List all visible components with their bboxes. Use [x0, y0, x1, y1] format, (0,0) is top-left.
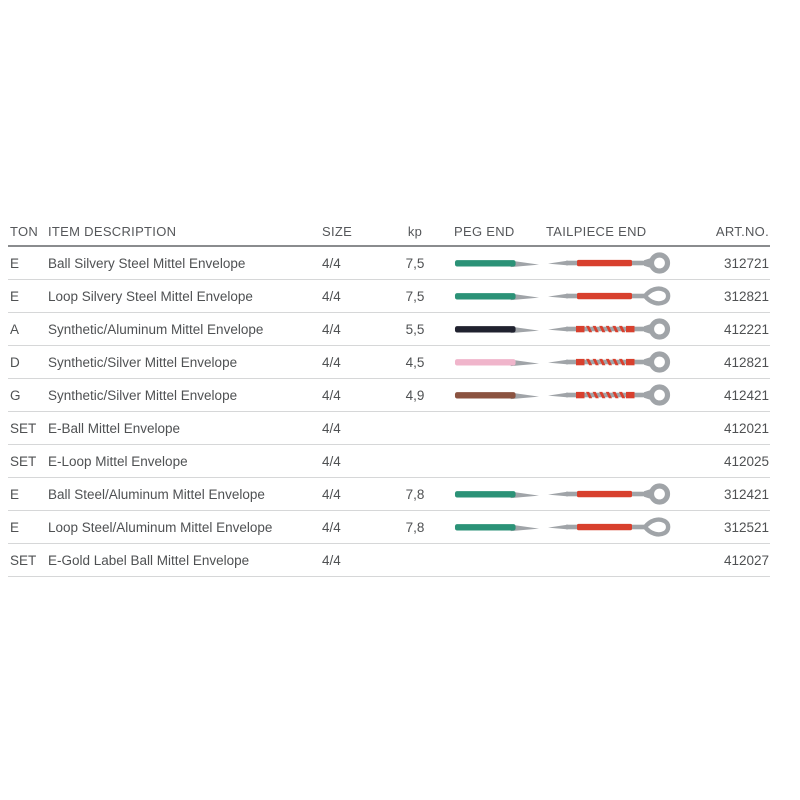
peg-end-icon: [454, 520, 540, 534]
tailpiece-end-cell: [540, 346, 708, 378]
tailpiece-ball-icon: [546, 314, 676, 344]
peg-end-cell: [438, 313, 540, 345]
col-header-peg-end: PEG END: [454, 224, 515, 239]
col-header-ton: TON: [10, 224, 39, 239]
tailpiece-end-cell: [540, 247, 708, 279]
table-row: [8, 478, 770, 511]
art-no-cell: 312421: [723, 486, 769, 502]
item-description-cell: Ball Silvery Steel Mittel Envelope: [48, 255, 246, 271]
size-cell: 4/4: [322, 486, 341, 502]
table-row: [8, 544, 770, 577]
table-row: [8, 511, 770, 544]
peg-end-cell: [438, 544, 540, 576]
table-row: [8, 445, 770, 478]
peg-end-cell: [438, 478, 540, 510]
size-cell: 4/4: [322, 354, 341, 370]
kp-cell: 7,8: [405, 519, 425, 535]
col-header-tailpiece-end: TAILPIECE END: [546, 224, 647, 239]
kp-cell: 7,5: [405, 288, 425, 304]
peg-end-icon: [454, 388, 540, 402]
item-description-cell: Loop Silvery Steel Mittel Envelope: [48, 288, 253, 304]
col-header-art-no: ART.NO.: [715, 224, 769, 239]
item-description-cell: Synthetic/Aluminum Mittel Envelope: [48, 321, 264, 337]
kp-cell: [392, 412, 438, 444]
peg-end-cell: [438, 346, 540, 378]
tailpiece-ball-icon: [546, 380, 676, 410]
ton-cell: D: [10, 354, 20, 370]
ton-cell: E: [10, 255, 20, 271]
size-cell: 4/4: [322, 519, 341, 535]
item-description-cell: E-Loop Mittel Envelope: [48, 453, 188, 469]
item-description-cell: Loop Steel/Aluminum Mittel Envelope: [48, 519, 273, 535]
tailpiece-ball-icon: [546, 248, 676, 278]
peg-end-cell: [438, 247, 540, 279]
kp-cell: [392, 445, 438, 477]
size-cell: 4/4: [322, 552, 341, 568]
kp-cell: [392, 544, 438, 576]
item-description-cell: E-Ball Mittel Envelope: [48, 420, 181, 436]
art-no-cell: 412221: [723, 321, 769, 337]
peg-end-cell: [438, 280, 540, 312]
table-row: [8, 346, 770, 379]
art-no-cell: 312721: [723, 255, 769, 271]
tailpiece-end-cell: [540, 379, 708, 411]
tailpiece-end-cell: [540, 280, 708, 312]
peg-end-icon: [454, 487, 540, 501]
tailpiece-ball-icon: [546, 347, 676, 377]
table-row: [8, 412, 770, 445]
peg-end-icon: [454, 289, 540, 303]
kp-cell: 5,5: [405, 321, 425, 337]
ton-cell: SET: [10, 420, 37, 436]
peg-end-icon: [454, 355, 540, 369]
ton-cell: SET: [10, 453, 37, 469]
ton-cell: SET: [10, 552, 37, 568]
tailpiece-ball-icon: [546, 479, 676, 509]
art-no-cell: 412021: [723, 420, 769, 436]
art-no-cell: 412025: [723, 453, 769, 469]
col-header-description: ITEM DESCRIPTION: [48, 224, 177, 239]
art-no-cell: 412421: [723, 387, 769, 403]
peg-end-icon: [454, 256, 540, 270]
size-cell: 4/4: [322, 453, 341, 469]
peg-end-cell: [438, 379, 540, 411]
kp-cell: 7,5: [405, 255, 425, 271]
item-description-cell: Synthetic/Silver Mittel Envelope: [48, 387, 238, 403]
art-no-cell: 412027: [723, 552, 769, 568]
col-header-kp: kp: [407, 224, 423, 239]
table-row: [8, 379, 770, 412]
art-no-cell: 412821: [723, 354, 769, 370]
ton-cell: E: [10, 519, 20, 535]
peg-end-icon: [454, 322, 540, 336]
tailpiece-end-cell: [540, 412, 708, 444]
table-row: [8, 280, 770, 313]
ton-cell: E: [10, 288, 20, 304]
ton-cell: E: [10, 486, 20, 502]
size-cell: 4/4: [322, 387, 341, 403]
item-description-cell: Synthetic/Silver Mittel Envelope: [48, 354, 238, 370]
tailpiece-end-cell: [540, 445, 708, 477]
tailpiece-loop-icon: [546, 512, 676, 542]
art-no-cell: 312521: [723, 519, 769, 535]
string-catalog-table: [8, 218, 770, 577]
table-row: [8, 313, 770, 346]
size-cell: 4/4: [322, 420, 341, 436]
tailpiece-loop-icon: [546, 281, 676, 311]
tailpiece-end-cell: [540, 313, 708, 345]
tailpiece-end-cell: [540, 544, 708, 576]
kp-cell: 4,9: [405, 387, 425, 403]
col-header-size: SIZE: [322, 224, 353, 239]
table-header-row: [8, 218, 770, 247]
kp-cell: 4,5: [405, 354, 425, 370]
tailpiece-end-cell: [540, 478, 708, 510]
item-description-cell: Ball Steel/Aluminum Mittel Envelope: [48, 486, 265, 502]
size-cell: 4/4: [322, 255, 341, 271]
peg-end-cell: [438, 412, 540, 444]
size-cell: 4/4: [322, 288, 341, 304]
table-body: [8, 247, 770, 577]
tailpiece-end-cell: [540, 511, 708, 543]
kp-cell: 7,8: [405, 486, 425, 502]
art-no-cell: 312821: [723, 288, 769, 304]
ton-cell: A: [10, 321, 20, 337]
item-description-cell: E-Gold Label Ball Mittel Envelope: [48, 552, 250, 568]
ton-cell: G: [10, 387, 21, 403]
table-row: [8, 247, 770, 280]
peg-end-cell: [438, 511, 540, 543]
size-cell: 4/4: [322, 321, 341, 337]
peg-end-cell: [438, 445, 540, 477]
